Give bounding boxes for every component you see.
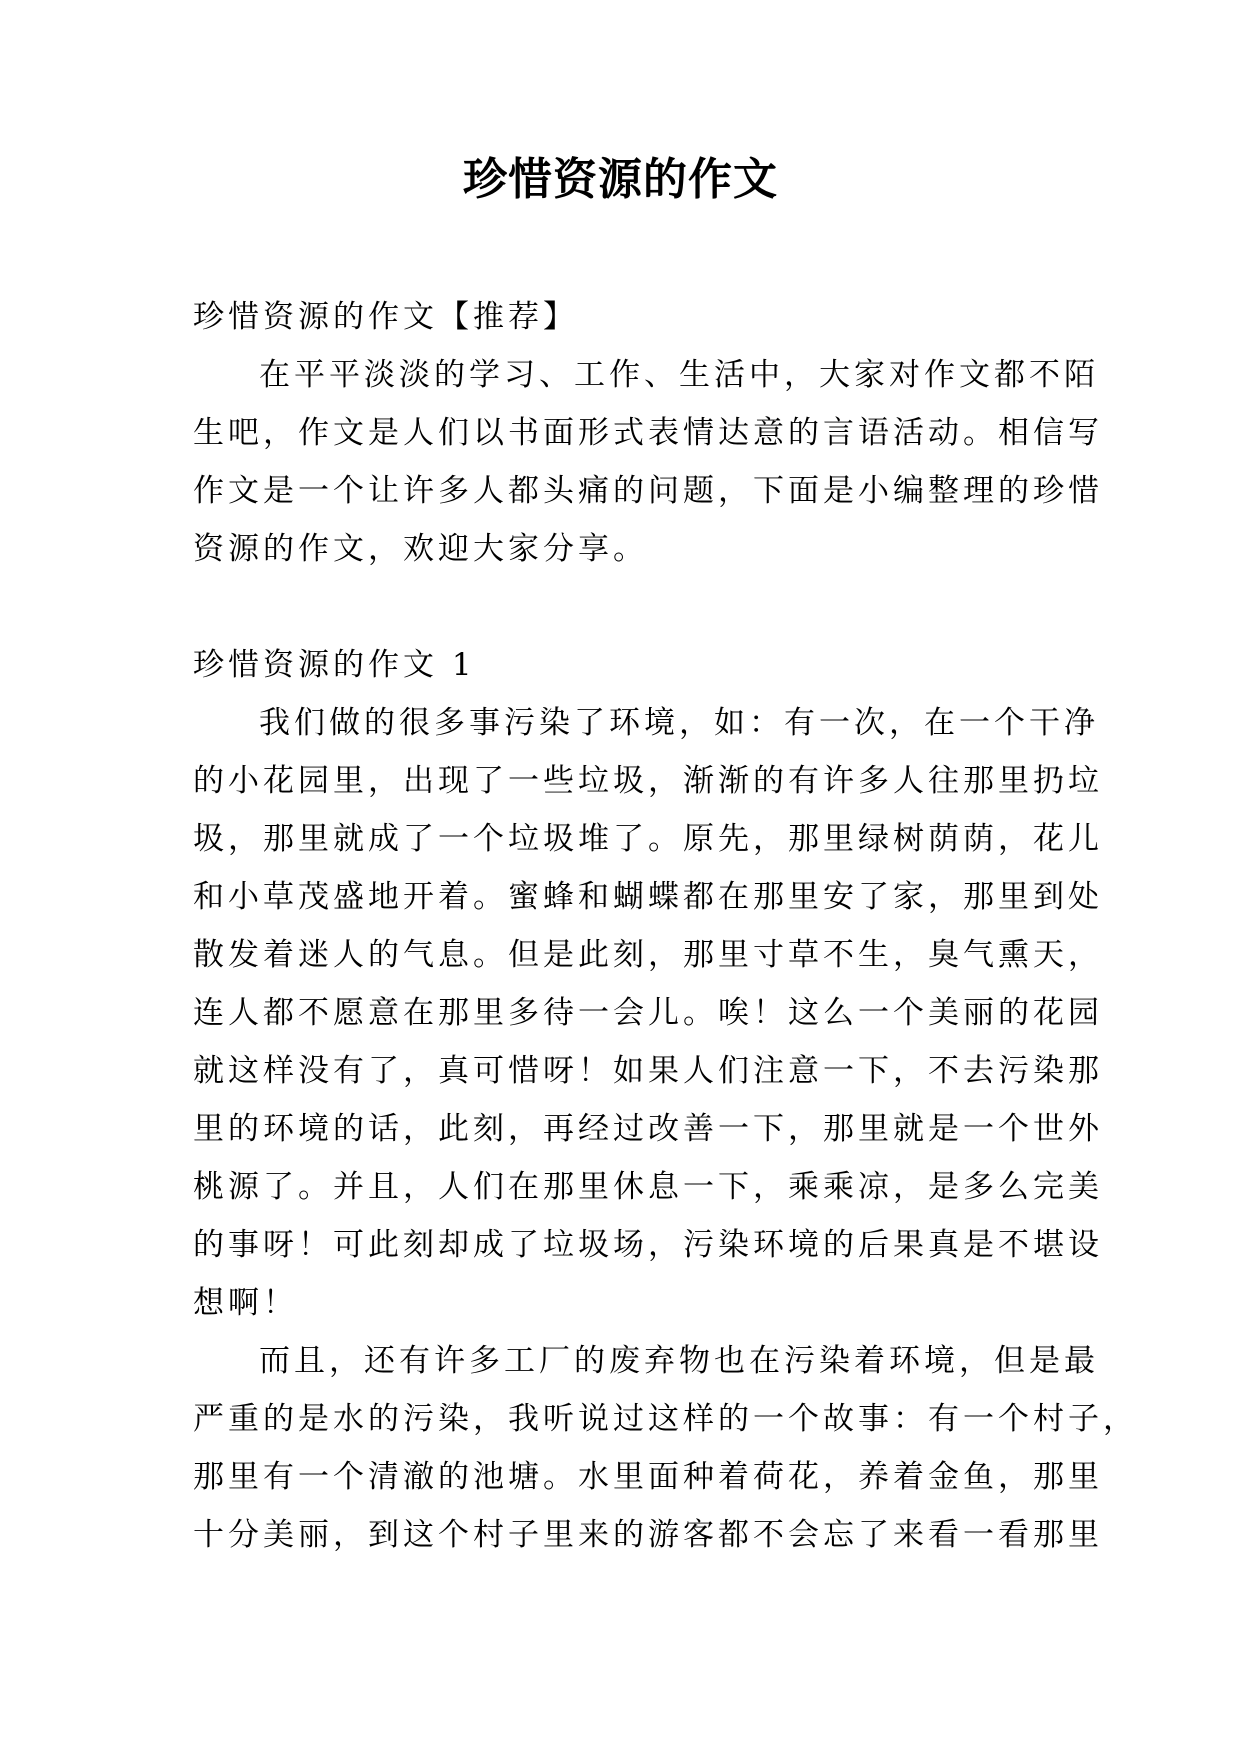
section-heading: 珍惜资源的作文 1: [193, 647, 476, 683]
paragraph2-line: 那里有一个清澈的池塘。水里面种着荷花，养着金鱼，那里: [193, 1459, 1103, 1495]
subtitle-line: 珍惜资源的作文【推荐】: [193, 299, 578, 335]
paragraph1-line: 就这样没有了，真可惜呀！如果人们注意一下，不去污染那: [193, 1053, 1103, 1089]
paragraph1-line: 我们做的很多事污染了环境，如：有一次，在一个干净: [259, 705, 1099, 741]
intro-line: 作文是一个让许多人都头痛的问题，下面是小编整理的珍惜: [193, 473, 1103, 509]
paragraph2-line: 而且，还有许多工厂的废弃物也在污染着环境，但是最: [259, 1343, 1099, 1379]
paragraph1-line: 的事呀！可此刻却成了垃圾场，污染环境的后果真是不堪设: [193, 1227, 1103, 1263]
paragraph1-line: 连人都不愿意在那里多待一会儿。唉！这么一个美丽的花园: [193, 995, 1103, 1031]
paragraph2-line: 严重的是水的污染，我听说过这样的一个故事：有一个村子，: [193, 1401, 1138, 1437]
paragraph1-line: 和小草茂盛地开着。蜜蜂和蝴蝶都在那里安了家，那里到处: [193, 879, 1103, 915]
paragraph1-line: 想啊！: [193, 1285, 298, 1321]
intro-line: 在平平淡淡的学习、工作、生活中，大家对作文都不陌: [259, 357, 1099, 393]
paragraph1-line: 里的环境的话，此刻，再经过改善一下，那里就是一个世外: [193, 1111, 1103, 1147]
paragraph1-line: 的小花园里，出现了一些垃圾，渐渐的有许多人往那里扔垃: [193, 763, 1103, 799]
paragraph1-line: 桃源了。并且，人们在那里休息一下，乘乘凉，是多么完美: [193, 1169, 1103, 1205]
intro-line: 生吧，作文是人们以书面形式表情达意的言语活动。相信写: [193, 415, 1103, 451]
paragraph1-line: 圾，那里就成了一个垃圾堆了。原先，那里绿树荫荫，花儿: [193, 821, 1103, 857]
paragraph-spacer: [193, 578, 1075, 636]
paragraph1-line: 散发着迷人的气息。但是此刻，那里寸草不生，臭气熏天，: [193, 937, 1103, 973]
paragraph2-line: 十分美丽，到这个村子里来的游客都不会忘了来看一看那里: [193, 1517, 1103, 1553]
document-body: [193, 288, 1138, 1564]
document-title: 珍惜资源的作文: [463, 154, 778, 205]
intro-line: 资源的作文，欢迎大家分享。: [193, 531, 648, 567]
